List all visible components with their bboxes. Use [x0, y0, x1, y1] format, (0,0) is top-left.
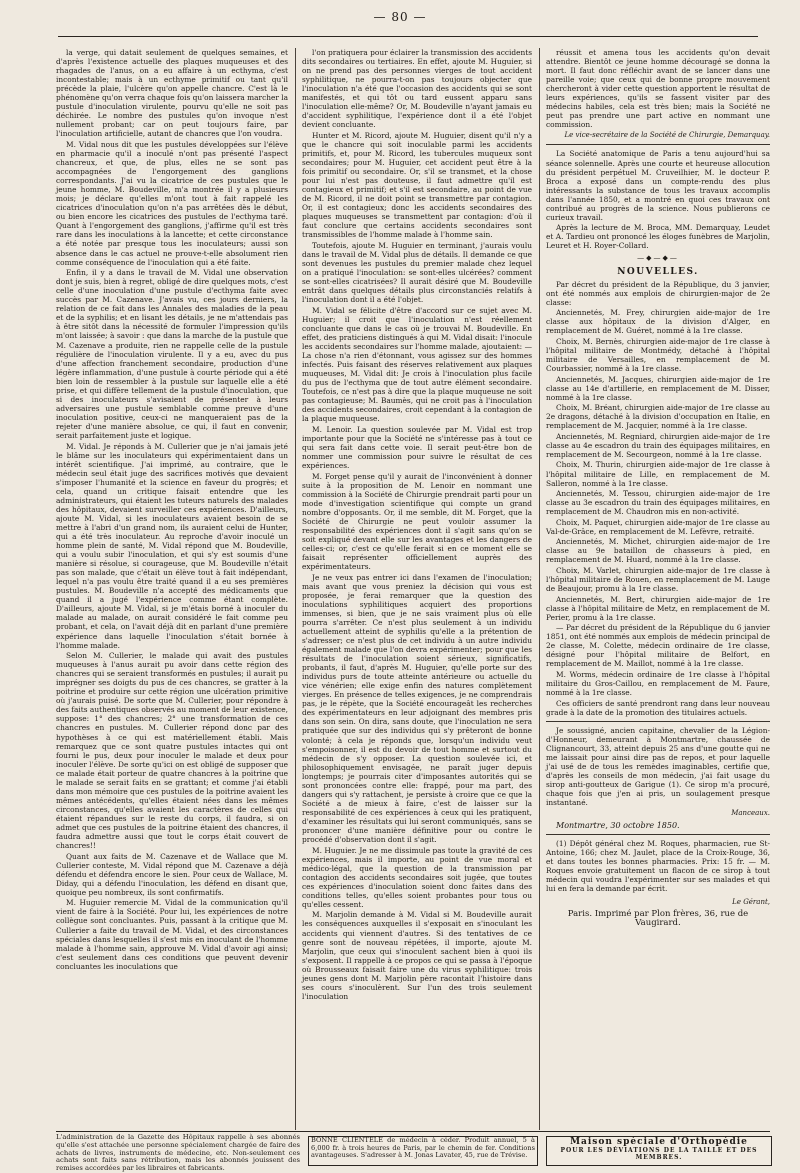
divider — [546, 834, 770, 835]
footnote: (1) Dépôt général chez M. Roques, pharmacien, rue St-Antoine, 166; chez M. Jaulet, place de la Croix-Rouge, 36, et dans toutes les bonnes pharmacies. Prix: 15 fr. — M. Roques envoie gratuitement un flacon de ce sirop à tout médecin qui voudra l'expérimenter sur ses malades et qui lui en fera la demande par écrit. — [546, 839, 770, 894]
divider — [546, 721, 770, 722]
ad-bonne-clientele-text: BONNE CLIENTÈLE de médecin à céder. Produit annuel, 5 à 6,000 fr. à trois heures de Paris, par le chemin de fer. Conditions avantageuses. S'adresser à M. Jonas Lavater, 45, rue de Trévise. — [311, 1136, 535, 1160]
paragraph: M. Worms, médecin ordinaire de 1re classe à l'hôpital militaire du Gros-Caillou, en remplacement de M. Faure, nommé à la 1re classe. — [546, 670, 770, 698]
paragraph: Anciennetés, M. Bert, chirurgien aide-major de 1re classe à l'hôpital militaire de Metz, en remplacement de M. Perier, promu à la 1re classe. — [546, 594, 770, 622]
ad-orthopedie-title: Maison spéciale d'Orthopédie — [570, 1137, 748, 1147]
paragraph: Choix, M. Bernès, chirurgien aide-major de 1re classe à l'hôpital militaire de Montmédy, détaché à l'hôpital militaire de Versailles, en remplacement de M. Courbassier, nommé à la 1re classe. — [546, 336, 770, 373]
paragraph: M. Forget pense qu'il y aurait de l'inconvénient à donner suite à la proposition de M. Lenoir en nommant une commission à la Société de Chirurgie prendrait parti pour un mode d'investigation scientifique qui compte un grand nombre d'opposants. Or, il me semble, dit M. Forget, que la Société de Chirurgie ne peut vouloir assumer la responsabilité des expériences dont il s'agit sans qu'on se soit expliqué devant elle sur les avantages et les dangers de celles-ci; or, c'est ce qu'elle ferait si en ce moment elle se faisait représenter officiellement auprès des expérimentateurs. — [302, 471, 532, 572]
gerant-label: Le Gérant, — [732, 897, 770, 906]
paragraph: Toutefois, ajoute M. Huguier en terminant, j'aurais voulu dans le travail de M. Vidal plus de détails. Il demande ce que sont devenues les pustules du premier malade chez lequel on a pratiqué l'inoculation: se sont-elles ulcérées? comment se sont-elles cicatrisées? Il aurait désiré que M. Boudeville entrât dans quelques détails plus circonstanciés relatifs à l'inoculation dont il a été l'objet. — [302, 240, 532, 305]
paragraph: Je soussigné, ancien capitaine, chevalier de la Légion-d'Honneur, demeurant à Montmartre, chaussée de Clignancourt, 33, atteint depuis 25 ans d'une goutte qui ne me laissait pour ainsi dire pas de repos, et pour laquelle j'ai usé de de tous les remèdes imaginables, certifie que, d'après les conseils de mon médecin, j'ai fait usage du sirop anti-goutteux de Garigue (1). Ce sirop m'a procuré, chaque fois que j'en ai pris, un soulagement presque instantané. — [546, 725, 770, 808]
nouvelles-heading: NOUVELLES. — [617, 266, 699, 277]
paragraph: Enfin, il y a dans le travail de M. Vidal une observation dont je suis, bien à regret, obligé de dire quelques mots, c'est celle d'une inoculation d'une pustule d'ecthyma faite avec succès par M. Cazenave. J'avais vu, ces jours derniers, la relation de ce fait dans les Annales des maladies de la peau et de la syphilis; et en lisant les détails, je ne m'attendais pas à être sitôt dans la nécessité de formuler l'impression qu'ils m'ont laissée; à savoir : que dans la marche de la pustule que M. Cazenave a produite, rien ne rappelle celle de la pustule régulière de l'inoculation virulente. Il y a eu, avec du pus d'une affection franchement secondaire, production d'une légère inflammation, d'une pustule à courte période qui a été bien loin de ressembler à la pustule sur laquelle elle a été prise, et qui diffère tellement de la pustule d'inoculation, que si des inoculateurs s'avisaient de présenter à leurs adversaires une pustule semblable comme preuve d'une inoculation positive, ceux-ci ne manqueraient pas de la rejeter d'une manière absolue, ce qui, il faut en convenir, serait parfaitement juste et logique. — [56, 268, 288, 440]
paragraph: Anciennetés, M. Michet, chirurgien aide-major de 1re classe au 9e bataillon de chasseurs à pied, en remplacement de M. Huard, nommé à la 1re classe. — [546, 537, 770, 565]
paragraph: M. Marjolin demande à M. Vidal si M. Boudeville aurait les conséquences auxquelles il s'exposait en s'inoculant les accidents qui viennent d'autres. Si des tentatives de ce genre sont de nouveau répétées, il importe, ajoute M. Marjolin, que ceux qui s'inoculent sachent bien à quoi ils s'exposent. Il rappelle à ce propos ce qui se passa à l'époque où Brousseaux faisait faire une du virus syphilitique: trois jeunes gens dont M. Marjolin père racontait l'histoire dans ses cours s'inoculèrent. Sur l'un des trois seulement l'inoculation — [302, 910, 532, 1001]
paragraph: Hunter et M. Ricord, ajoute M. Huguier, disent qu'il n'y a que le chancre qui soit inoculable parmi les accidents primitifs, et, pour M. Ricord, les tubercules muqueux sont secondaires; pour M. Huguier, cet accident peut être à la fois primitif ou secondaire. Or, s'il se transmet, et la chose pour lui n'est pas douteuse, il faut admettre qu'il est contagieux et primitif; et s'il est secondaire, au point de vue de M. Ricord, il ne doit point se transmettre par contagion. Or, il est contagieux; donc les accidents secondaires des plaques muqueuses se transmettent par contagion: d'où il faut conclure que certains accidents secondaires sont transmissibles de l'homme malade à l'homme sain. — [302, 130, 532, 240]
paragraph: Anciennetés, M. Frey, chirurgien aide-major de 1re classe aux hôpitaux de la division d'Alger, en remplacement de M. Guéret, nommé à la 1re classe. — [546, 308, 770, 336]
column-divider — [295, 48, 296, 1130]
ad-bonne-clientele — [308, 1136, 538, 1166]
ads-intro: L'administration de la Gazette des Hôpitaux rappelle à ses abonnés qu'elle s'est attachée une personne spécialement chargée de faire des achats de livres, instruments de médecine, etc. Non-seulement ces achats sont faits sans rétribution, mais les abonnés jouissent des remises accordées par les libraires et fabricants. — [56, 1133, 300, 1173]
ads-rule — [56, 1131, 770, 1132]
ad-orthopedie-subtitle: POUR LES DÉVIATIONS DE LA TAILLE ET DES MEMBRES. — [560, 1147, 758, 1161]
paragraph: La Société anatomique de Paris a tenu aujourd'hui sa séance solennelle. Après une courte et heureuse allocution du président perpétuel M. Cruveilhier, M. le docteur P. Broca a exposé dans un compte-rendu des plus intéressants la substance de tous les travaux accomplis dans l'année 1850, et a montré en quoi ces travaux ont contribué au progrès de la science. Nous publierons ce curieux travail. — [546, 149, 770, 222]
column-1 — [56, 48, 288, 1130]
paragraph: la verge, qui datait seulement de quelques semaines, et d'après l'existence actuelle des plaques muqueuses et des rhagades de l'anus, on a eu affaire à un ecthyma, c'est incontestable; mais à un ecthyme primitif ou tant qu'il précède la plaie, l'ulcère qu'on appelle chancre. C'est là le phénomène qu'on verra chaque fois qu'on laissera marcher la pustule d'inoculation virulente, pourvu qu'elle ne soit pas déchirée. Le nombre des pustules qu'on invoque n'est nullement probant; car on peut toujours faire, par l'inoculation artificielle, autant de chancres que l'on voudra. — [56, 48, 288, 139]
imprint: Paris. Imprimé par Plon frères, 36, rue de Vaugirard. — [567, 908, 749, 928]
ad-orthopedie — [546, 1136, 772, 1166]
header-rule — [58, 36, 758, 37]
paragraph: Anciennetés, M. Regniard, chirurgien aide-major de 1re classe au 4e escadron du train des équipages militaires, en remplacement de M. Secourgeon, nommé à la 1re classe. — [546, 431, 770, 459]
page-number: — 80 — — [373, 10, 427, 24]
paragraph: M. Huguier. Je ne me dissimule pas toute la gravité de ces expériences, mais il importe, au point de vue moral et médico-légal, que la question de la transmission par contagion des accidents secondaires soit jugée, que toutes ces expériences d'inoculation soient donc faites dans des conditions telles, qu'elles soient probantes pour tous ou qu'elles cessent. — [302, 845, 532, 909]
paragraph: Anciennetés, M. Tessou, chirurgien aide-major de 1re classe au 3e escadron du train des équipages militaires, en remplacement de M. Chaudron mis en non-activité. — [546, 489, 770, 517]
paragraph: M. Vidal nous dit que les pustules développées sur l'élève en pharmacie qu'il a inoculé n'ont pas présenté l'aspect chancreux, et que, de plus, elles ne se sont pas accompagnées de l'engorgement des ganglions correspondants. J'ai vu la cicatrice de ces pustules que le jeune homme, M. Boudeville, m'a montrée il y a plusieurs mois; je déclare qu'elles m'ont tout à fait rappelé les cicatrices d'inoculation qu'on n'a pas arrêtées dès le début, ou bien encore les cicatrices des pustules de l'ecthyma taré. Quant à l'engorgement des ganglions, j'affirme qu'il est très rare dans les inoculations à la lancette; et cette circonstance a été notée par presque tous les inoculateurs; aussi son absence dans le cas actuel ne prouve-t-elle absolument rien comme conséquence de l'inoculation qui a été faite. — [56, 139, 288, 267]
paragraph: M. Vidal. Je réponds à M. Cullerier que je n'ai jamais jeté le blâme sur les inoculateurs qui expérimentaient dans un intérêt scientifique. J'ai imprimé, au contraire, que le médecin seul était juge des sacrifices motivés que devaient s'imposer l'humanité et la science en faveur du progrès; et cela, quand un critique faisait entendre que les administrateurs, qui étaient les tuteurs naturels des malades des hôpitaux, devaient surveiller ces expériences. D'ailleurs, ajoute M. Vidal, si les inoculateurs avaient besoin de se mettre à l'abri d'un grand nom, ils auraient celui de Hunter, qui a été très inoculateur. Au reproche d'avoir inoculé un homme plein de santé, M. Vidal répond que M. Boudeville, qui a voulu subir l'inoculation, et qui s'y est soumis d'une manière si résolue, si courageuse, que M. Boudeville n'était pas son malade, que c'était un élève tout à fait indépendant, lequel n'a pas voulu être traité quand il a eu ses premières pustules. M. Boudeville n'a accepté des médicaments que quand il a jugé l'expérience comme étant complète. D'ailleurs, ajoute M. Vidal, si je m'étais borné à inoculer du malade au malade, on aurait considéré le fait comme peu probant, et cela, on l'avait déjà dit en parlant d'une première expérience dans laquelle l'inoculation s'était bornée à l'homme malade. — [56, 441, 288, 650]
signature-vice-secretaire: Le vice-secrétaire de la Société de Chirurgie, Demarquay. — [564, 131, 770, 140]
paragraph: Ces officiers de santé prendront rang dans leur nouveau grade à la date de la promotion des titulaires actuels. — [546, 698, 770, 717]
paragraph: Selon M. Cullerier, le malade qui avait des pustules muqueuses à l'anus aurait pu avoir dans cette région des chancres qui se seraient transformés en pustules; il aurait pu imprégner ses doigts du pus de ces chancres, se gratter à la poitrine et produire sur cette région une ulcération primitive où j'aurais puisé. De sorte que M. Cullerier, pour répondre à des faits authentiques observés au moment de leur existence, suppose: 1° des chancres; 2° une transformation de ces chancres en pustules. M. Cullerier répond donc par des hypothèses à ce qui est matériellement établi. Mais remarquez que ce sont quatre pustules intactes qui ont fourni le pus, deux pour inoculer le malade et deux pour inoculer l'élève. De sorte qu'ici on est obligé de supposer que ce malade était porteur de quatre chancres à la poitrine que le malade se serait faits en se grattant; et comme j'ai établi dans mon mémoire que ces pustules de la poitrine avaient les mêmes antécédents, qu'elles étaient nées dans les mêmes circonstances, qu'elles avaient les caractères de celles qui étaient répandues sur le reste du corps, il faudra, si on admet que ces pustules de la poitrine étaient des chancres, il faudra admettre aussi que tout le corps était couvert de chancres!! — [56, 651, 288, 851]
paragraph: M. Lenoir. La question soulevée par M. Vidal est trop importante pour que la Société ne s'intéresse pas à tout ce qui sera fait dans cette voie. Il serait peut-être bon de nommer une commission pour suivre le résultat de ces expériences. — [302, 424, 532, 471]
paragraph: l'on pratiquera pour éclairer la transmission des accidents dits secondaires ou tertiaires. En effet, ajoute M. Huguier, si on ne prend pas des personnes vierges de tout accident syphilitique, ne pourra-t-on pas toujours objecter que l'inoculation n'a été que l'occasion des accidents qui se sont manifestés, et qui tôt ou tard eussent apparu sans l'inoculation elle-même? Or, M. Boudeville n'ayant jamais eu d'accident syphilitique, l'expérience dont il a été l'objet devient concluante. — [302, 48, 532, 130]
divider — [546, 144, 770, 145]
paragraph: Par décret du président de la République, du 3 janvier, ont été nommés aux emplois de chirurgien-major de 2e classe: — [546, 279, 770, 307]
paragraph: Choix, M. Paquet, chirurgien aide-major de 1re classe au Val-de-Grâce, en remplacement de M. Lefèvre, retraité. — [546, 517, 770, 536]
column-2 — [302, 48, 532, 1130]
testimony-date: Montmartre, 30 octobre 1850. — [556, 821, 680, 831]
paragraph: Quant aux faits de M. Cazenave et de Wallace que M. Cullerier conteste, M. Vidal répond que M. Cazenave a déjà défendu et défendra encore le sien. Pour ceux de Wallace, M. Diday, qui a défendu l'inoculation, les défend en disant que, quoique peu nombreux, ils sont confirmatifs. — [56, 851, 288, 897]
signature-manceaux: Manceaux. — [731, 809, 770, 818]
paragraph: Choix, M. Bréant, chirurgien aide-major de 1re classe au 2e dragons, détaché à la division d'occupation en Italie, en remplacement de M. Jacquier, nommé à la 1re classe. — [546, 403, 770, 431]
ornament-divider: —◆—◆— — [637, 254, 679, 263]
paragraph: Je ne veux pas entrer ici dans l'examen de l'inoculation; mais avant que vous preniez la décision qui vous est proposée, je ferai remarquer que la question des inoculations syphilitiques acquiert des proportions immenses, si bien, que je ne sais vraiment plus où elle pourra s'arrêter. Ce n'est plus seulement à un individu actuellement atteint de syphilis qu'elle a la prétention de s'adresser; ce n'est plus de cet individu à un autre individu également malade que l'on devra expérimenter; pour que les résultats de l'inoculation soient sérieux, significatifs, probants, il faut, d'après M. Huguier, qu'elle porte sur des individus purs de toute atteinte antérieure ou actuelle du vice vénérien; elle exige enfin des natures complètement vierges. En présence de telles exigences, je ne comprendrais pas, je le répète, que la Société encourageât les recherches des expérimentateurs en leur adjoignant des membres pris dans son sein. On dira, sans doute, que l'inoculation ne sera pratiquée que sur des individus qui s'y prêteront de bonne volonté; à cela je réponds que, lorsqu'un individu veut s'empoisonner, il est du devoir de tout homme et surtout du médecin de s'y opposer. La question soulevée ici, et philosophiquement envisagée, ne paraît juger depuis longtemps; je pourrais citer d'imposantes autorités qui se sont prononcées contre elle: frappé, pour ma part, des dangers qui s'y rattachent, je persiste à croire que ce que la Société a de mieux à faire, c'est de laisser sur la responsabilité de ces expériences à ceux qui les pratiquent, d'examiner les résultats qui lui seront communiqués, sans se prononcer d'une manière définitive pour ou contre le procédé d'observation dont il s'agit. — [302, 572, 532, 845]
paragraph: Choix, M. Thurin, chirurgien aide-major de 1re classe à l'hôpital militaire de Lille, en remplacement de M. Salleron, nommé à la 1re classe. — [546, 460, 770, 488]
paragraph: M. Vidal se félicite d'être d'accord sur ce sujet avec M. Huguier; il croit que l'inoculation n'est réellement concluante que dans le cas où je trouvai M. Boudeville. En effet, des praticiens distingués à qui M. Vidal disait: l'inocule les accidents secondaires sur l'homme malade, ajoutaient: — La chose n'a rien d'étonnant, vous agissez sur des hommes infectés. Puis faisant des réserves relativement aux plaques muqueuses, M. Vidal dit: Je crois à l'inoculation plus facile du pus de l'ecthyma que de tout autre élément secondaire. Toutefois, ce n'est pas à dire que la plaque muqueuse ne soit pas contagieuse; M. Baumès, qui ne croit pas à l'inoculation des accidents secondaires, croit cependant à la contagion de la plaque muqueuse. — [302, 305, 532, 424]
paragraph: Anciennetés, M. Jacques, chirurgien aide-major de 1re classe au 14e d'artillerie, en remplacement de M. Disser, nommé à la 1re classe. — [546, 374, 770, 402]
paragraph: M. Huguier remercie M. Vidal de la communication qu'il vient de faire à la Société. Pour lui, les expériences de notre collègue sont concluantes. Puis, passant à la critique que M. Cullerier a faite du travail de M. Vidal, et des circonstances spéciales dans lesquelles il s'est mis en inoculant de l'homme malade à l'homme sain, approuve M. Vidal d'avoir agi ainsi; c'est seulement dans ces conditions que peuvent devenir concluantes les inoculations que — [56, 898, 288, 971]
paragraph: réussit et amena tous les accidents qu'on devait attendre. Bientôt ce jeune homme découragé se donna la mort. Il faut donc réfléchir avant de se lancer dans une pareille voie; que ceux qui de bonne propre mouvement chercheront à vider cette question apportent le résultat de leurs expériences, qu'ils se fassent visiter par des médecins habiles, cela est très bien; mais la Société ne peut pas prendre une part active en nommant une commission. — [546, 48, 770, 130]
paragraph: Après la lecture de M. Broca, MM. Demarquay, Leudet et A. Tardieu ont prononcé les éloges funèbres de Marjolin, Leuret et H. Royer-Collard. — [546, 223, 770, 251]
paragraph: — Par décret du président de la République du 6 janvier 1851, ont été nommés aux emplois de médecin principal de 2e classe, M. Colette, médecin ordinaire de 1re classe, désigné pour l'hôpital militaire de Belfort, en remplacement de M. Maillot, nommé à la 1re classe. — [546, 623, 770, 669]
column-3 — [546, 48, 770, 1008]
paragraph: Choix, M. Varlet, chirurgien aide-major de 1re classe à l'hôpital militaire de Rouen, en remplacement de M. Lauge de Beaujour, promu à la 1re classe. — [546, 565, 770, 594]
column-divider — [539, 48, 540, 1130]
